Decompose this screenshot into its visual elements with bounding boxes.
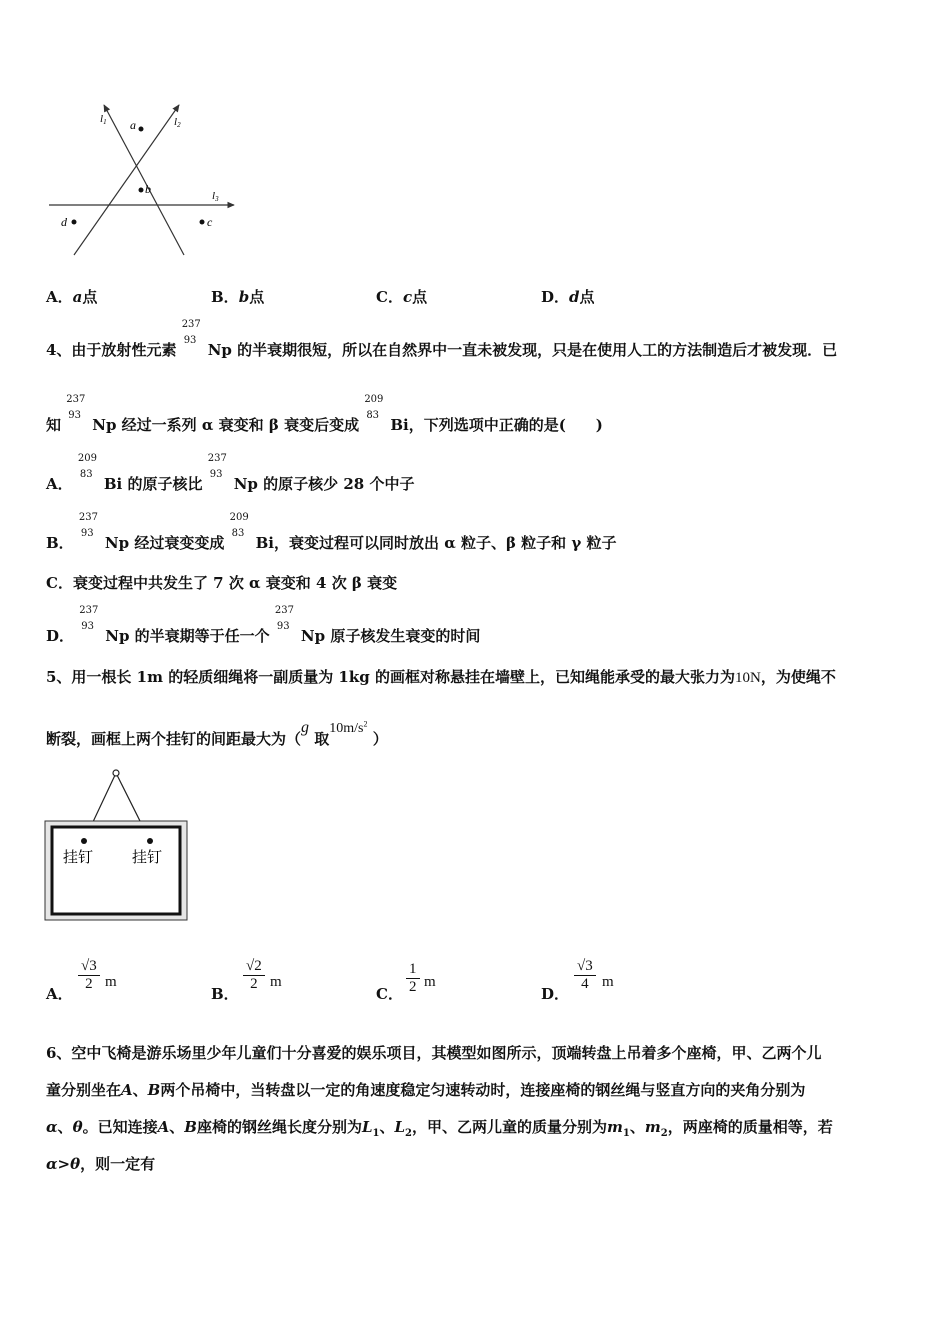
np-nuclide: 237 93 — [181, 319, 201, 346]
q3-option-b[interactable]: B．b点 — [211, 288, 265, 306]
q3-option-a[interactable]: A．a点 — [46, 288, 98, 306]
point-b — [139, 188, 144, 193]
line-l2 — [74, 105, 179, 255]
q4-option-b[interactable]: B． 237 93 Np 经过衰变变成 209 83 Bi，衰变过程可以同时放出 α 粒子、β 粒子和 γ 粒子 — [46, 512, 617, 552]
q5-line2: 断裂，画框上两个挂钉的间距最大为（g 取$10m/s^2$ ） — [46, 719, 388, 748]
label-l1: l — [100, 113, 104, 125]
q5-option-a-letter[interactable]: A． — [46, 985, 73, 1003]
line-l1 — [104, 105, 184, 255]
q5-option-d-value: $\frac{√3}{4}$ — [574, 958, 596, 993]
picture-frame-diagram — [44, 765, 190, 923]
svg-text:l3: l3 — [212, 190, 219, 203]
nail-label-left: 挂钉 — [63, 848, 94, 866]
q5-line1: 5、用一根长 1m 的轻质细绳将一副质量为 1kg 的画框对称悬挂在墙壁上，已知绳能承受的最大张力为10N，为使绳不 — [46, 668, 836, 686]
label-c: c — [207, 215, 213, 229]
q3-option-c[interactable]: C．c点 — [376, 288, 428, 306]
g-value: $10m/s^2$ — [329, 719, 368, 736]
label-d: d — [61, 215, 67, 229]
q5-option-b-value: $\frac{√2}{2}$ — [243, 958, 265, 993]
q5-option-c-value: $\frac{1}{2}$ — [406, 961, 420, 996]
tension-value: 10N — [734, 670, 761, 686]
q4-line2: 知 237 93 Np 经过一系列 α 衰变和 β 衰变后变成 209 83 Bi，下列选项中正确的是( ) — [46, 394, 603, 434]
point-c — [200, 220, 205, 225]
point-d — [72, 220, 77, 225]
q6-line3: α、θ。已知连接A、B座椅的钢丝绳长度分别为$L_1$、$L_2$，甲、乙两儿童的质量分别为$m_1$、$m_2$，两座椅的质量相等，若 — [46, 1118, 833, 1139]
nail-left — [81, 838, 87, 844]
svg-text:l1: l1 — [100, 113, 107, 126]
label-l3: l — [212, 190, 216, 202]
q3-option-d[interactable]: D．d点 — [541, 288, 595, 306]
lines-diagram — [44, 95, 244, 265]
q4-option-c[interactable]: C．衰变过程中共发生了 7 次 α 衰变和 4 次 β 衰变 — [46, 574, 398, 592]
label-a: a — [130, 118, 136, 132]
q6-line4: α>θ，则一定有 — [46, 1155, 156, 1173]
nail-label-right: 挂钉 — [132, 848, 163, 866]
label-b: b — [145, 182, 151, 196]
q5-option-c-letter[interactable]: C． — [376, 985, 403, 1003]
q4-line1: 4、由于放射性元素 237 93 Np 的半衰期很短，所以在自然界中一直未被发现，只是在使用人工的方法制造后才被发现．已 — [46, 319, 838, 359]
bi-nuclide: 209 83 — [364, 394, 384, 421]
point-a — [139, 127, 144, 132]
nail-right — [147, 838, 153, 844]
frame-inner — [52, 827, 180, 914]
q6-line2: 童分别坐在A、B两个吊椅中，当转盘以一定的角速度稳定匀速转动时，连接座椅的钢丝绳与竖直方向的夹角分别为 — [46, 1081, 806, 1099]
q4-option-d[interactable]: D． 237 93 Np 的半衰期等于任一个 237 93 Np 原子核发生衰变的时间 — [46, 605, 481, 645]
g-symbol: g — [301, 719, 310, 736]
q5-option-a-value: $\frac{√3}{2}$ — [78, 958, 100, 993]
q5-option-d-letter[interactable]: D． — [541, 985, 570, 1003]
q4-option-a[interactable]: A． 209 83 Bi 的原子核比 237 93 Np 的原子核少 28 个中子 — [46, 453, 415, 493]
hook — [113, 770, 119, 776]
svg-text:l2: l2 — [174, 116, 181, 129]
q5-option-b-letter[interactable]: B． — [211, 985, 239, 1003]
label-l2: l — [174, 116, 178, 128]
q6-line1: 6、空中飞椅是游乐场里少年儿童们十分喜爱的娱乐项目，其模型如图所示，顶端转盘上吊着多个座椅，甲、乙两个儿 — [46, 1044, 822, 1062]
